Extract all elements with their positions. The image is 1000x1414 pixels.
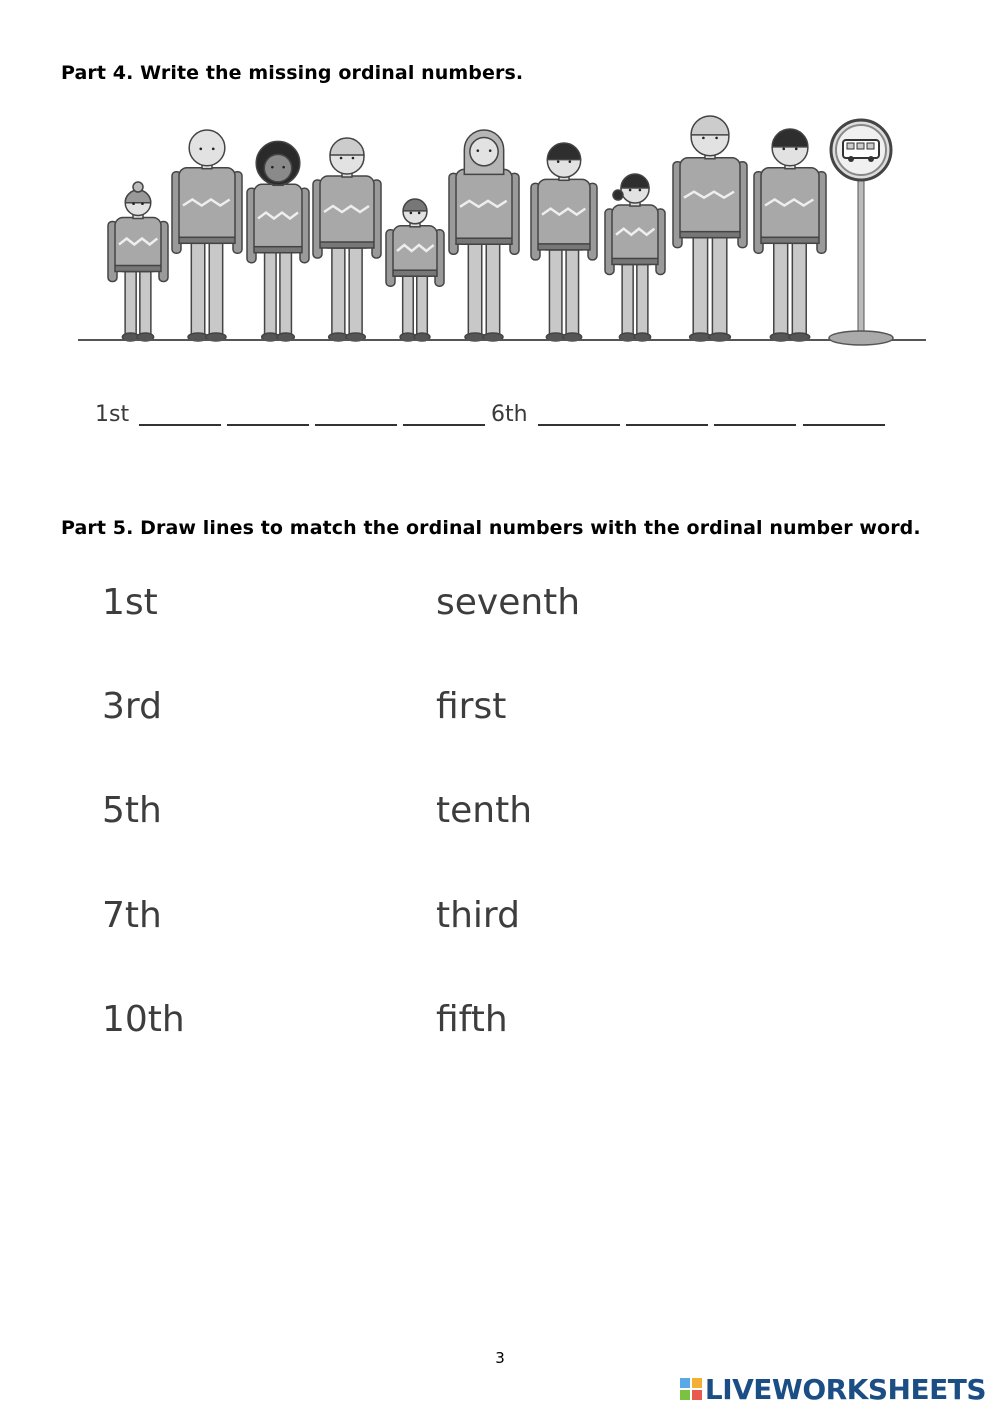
person-figure bbox=[754, 129, 826, 341]
part5-title: Part 5. Draw lines to match the ordinal numbers with the ordinal number word. bbox=[61, 517, 921, 539]
page-number: 3 bbox=[495, 1349, 505, 1367]
answer-blank[interactable] bbox=[626, 424, 708, 426]
answer-blank[interactable] bbox=[803, 424, 885, 426]
ordinal-word-item[interactable]: tenth bbox=[436, 790, 533, 831]
person-figure bbox=[247, 141, 309, 341]
answer-blank[interactable] bbox=[538, 424, 620, 426]
answer-blank[interactable] bbox=[139, 424, 221, 426]
bus-stop-sign bbox=[829, 120, 893, 345]
ordinal-word-item[interactable]: first bbox=[436, 686, 507, 727]
ordinal-word-item[interactable]: third bbox=[436, 895, 520, 936]
person-figure bbox=[172, 130, 242, 341]
part4-title: Part 4. Write the missing ordinal numbers. bbox=[61, 62, 524, 84]
answer-blank[interactable] bbox=[714, 424, 796, 426]
bus-icon bbox=[843, 140, 879, 162]
brand-footer bbox=[680, 1371, 986, 1407]
person-figure bbox=[449, 130, 519, 341]
person-figure bbox=[605, 174, 665, 341]
answer-blank[interactable] bbox=[315, 424, 397, 426]
person-figure bbox=[386, 199, 444, 341]
ordinal-number-item[interactable]: 3rd bbox=[102, 686, 162, 727]
ordinal-number-item[interactable]: 5th bbox=[102, 790, 162, 831]
ordinal-number-item[interactable]: 7th bbox=[102, 895, 162, 936]
ordinal-word-item[interactable]: fifth bbox=[436, 999, 508, 1040]
person-figure bbox=[313, 138, 381, 341]
ordinal-word-item[interactable]: seventh bbox=[436, 582, 581, 623]
answer-row bbox=[95, 398, 895, 438]
answer-blank[interactable] bbox=[403, 424, 485, 426]
answer-label-first: 1st bbox=[95, 402, 130, 427]
person-figure bbox=[531, 143, 597, 341]
answer-label-sixth: 6th bbox=[491, 402, 528, 427]
people-queue-illustration bbox=[70, 108, 930, 368]
person-figure bbox=[673, 116, 747, 341]
liveworksheets-logo-icon bbox=[680, 1376, 702, 1402]
answer-blank[interactable] bbox=[227, 424, 309, 426]
person-figure bbox=[108, 182, 168, 341]
ordinal-number-item[interactable]: 10th bbox=[102, 999, 185, 1040]
brand-name: LIVEWORKSHEETS bbox=[704, 1372, 986, 1406]
ordinal-number-item[interactable]: 1st bbox=[102, 582, 158, 623]
